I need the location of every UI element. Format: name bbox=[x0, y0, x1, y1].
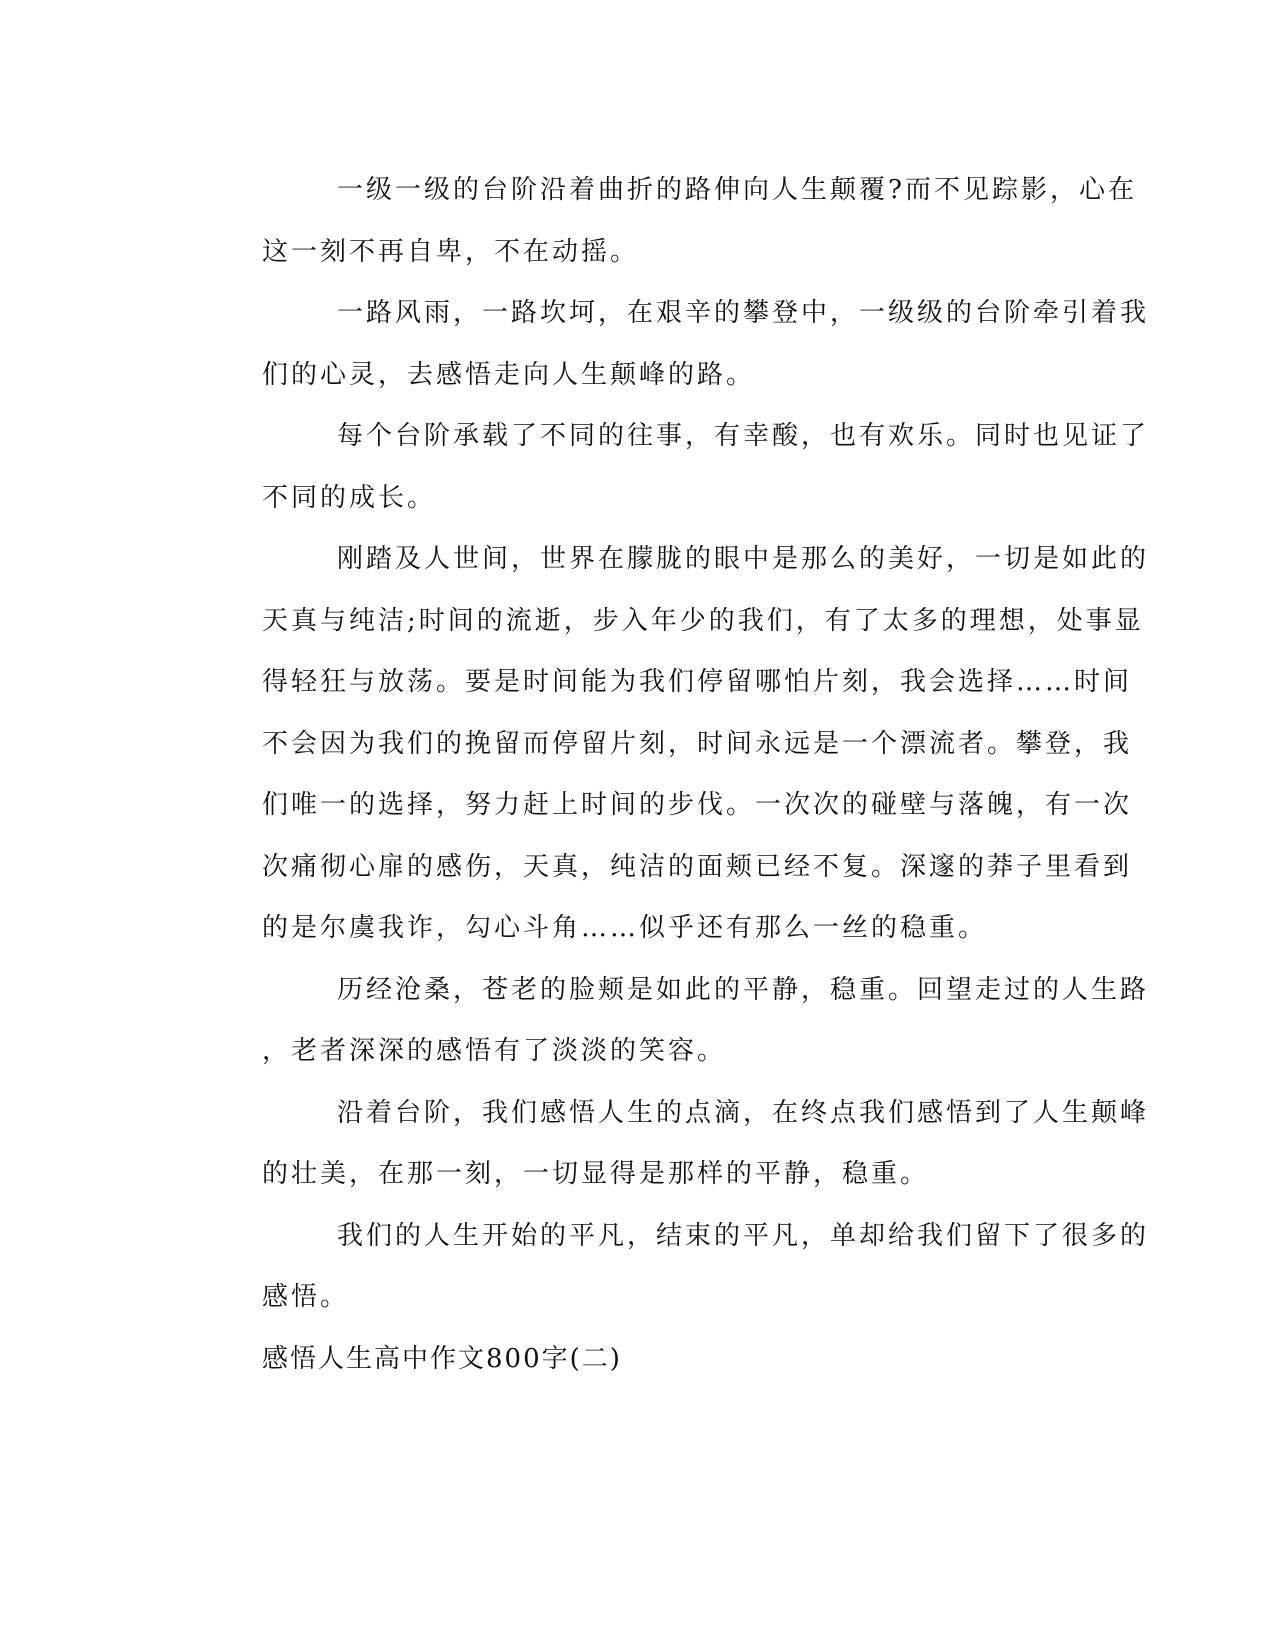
paragraph-4-line-2: 天真与纯洁;时间的流逝，步入年少的我们，有了太多的理想，处事显 bbox=[262, 605, 1144, 636]
paragraph-5 bbox=[187, 960, 1150, 1083]
paragraph-5-line-2: ，老者深深的感悟有了淡淡的笑容。 bbox=[262, 1036, 727, 1066]
paragraph-2-line-1: 一路风雨，一路坎坷，在艰辛的攀登中，一级级的台阶牵引着我 bbox=[337, 298, 1150, 328]
paragraph-3 bbox=[187, 406, 1150, 529]
paragraph-4-line-4: 不会因为我们的挽留而停留片刻，时间永远是一个漂流者。攀登，我 bbox=[262, 728, 1133, 759]
paragraph-1-line-1: 一级一级的台阶沿着曲折的路伸向人生颠覆?而不见踪影，心在 bbox=[337, 175, 1137, 205]
paragraph-4-line-1: 刚踏及人世间，世界在朦胧的眼中是那么的美好，一切是如此的 bbox=[337, 544, 1150, 574]
paragraph-7 bbox=[187, 1206, 1150, 1329]
paragraph-1-line-2: 这一刻不再自卑，不在动摇。 bbox=[262, 236, 640, 267]
paragraph-2-line-2: 们的心灵，去感悟走向人生颠峰的路。 bbox=[262, 359, 756, 390]
paragraph-2 bbox=[187, 283, 1150, 406]
document-body bbox=[187, 160, 1150, 1390]
paragraph-6-line-2: 的壮美，在那一刻，一切显得是那样的平静，稳重。 bbox=[262, 1159, 930, 1189]
paragraph-4 bbox=[187, 529, 1150, 960]
paragraph-7-line-1: 我们的人生开始的平凡，结束的平凡，单却给我们留下了很多的 bbox=[337, 1220, 1150, 1251]
paragraph-5-line-1: 历经沧桑，苍老的脸颊是如此的平静，稳重。回望走过的人生路 bbox=[337, 974, 1150, 1005]
paragraph-4-line-7: 的是尔虞我诈，勾心斗角……似乎还有那么一丝的稳重。 bbox=[262, 913, 988, 943]
paragraph-4-line-6: 次痛彻心扉的感伤，天真，纯洁的面颊已经不复。深邃的莽子里看到 bbox=[262, 851, 1133, 882]
section-heading: 感悟人生高中作文800字(二) bbox=[262, 1343, 622, 1374]
paragraph-6 bbox=[187, 1083, 1150, 1206]
paragraph-3-line-1: 每个台阶承载了不同的往事，有幸酸，也有欢乐。同时也见证了 bbox=[337, 421, 1150, 451]
paragraph-6-line-1: 沿着台阶，我们感悟人生的点滴，在终点我们感悟到了人生颠峰 bbox=[337, 1097, 1150, 1128]
paragraph-3-line-2: 不同的成长。 bbox=[262, 482, 437, 513]
paragraph-4-line-3: 得轻狂与放荡。要是时间能为我们停留哪怕片刻，我会选择……时间 bbox=[262, 667, 1133, 697]
paragraph-4-line-5: 们唯一的选择，努力赶上时间的步伐。一次次的碰壁与落魄，有一次 bbox=[262, 790, 1133, 820]
paragraph-1 bbox=[187, 160, 1137, 283]
paragraph-7-line-2: 感悟。 bbox=[262, 1282, 350, 1312]
